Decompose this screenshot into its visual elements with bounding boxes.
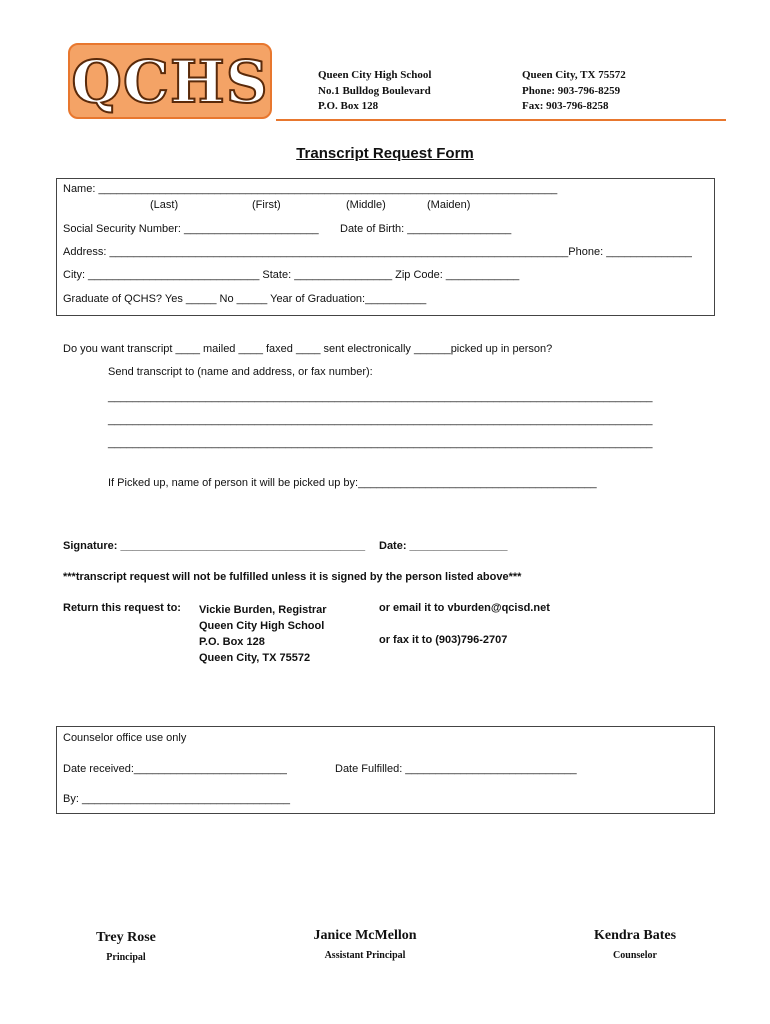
staff-assistant-principal: [295, 928, 435, 961]
counselor-heading: Counselor office use only: [63, 732, 187, 744]
return-po-box: P.O. Box 128: [199, 636, 265, 648]
school-info: [318, 68, 431, 115]
return-fax: or fax it to (903)796-2707: [379, 634, 508, 646]
send-to-line-2[interactable]: _________________________________________________________________________________________: [108, 414, 653, 426]
staff-role: Assistant Principal: [324, 950, 406, 961]
send-to-line-1[interactable]: _________________________________________________________________________________________: [108, 391, 653, 403]
return-email: or email it to vburden@qcisd.net: [379, 602, 550, 614]
staff-name: Kendra Bates: [593, 928, 677, 943]
page-title: Transcript Request Form: [296, 145, 474, 162]
graduate-field[interactable]: Graduate of QCHS? Yes _____ No _____ Year of Graduation:__________: [63, 293, 427, 305]
date-received-field[interactable]: Date received:_________________________: [63, 763, 287, 775]
staff-role: Principal: [106, 952, 146, 963]
send-to-label: Send transcript to (name and address, or fax number):: [108, 366, 373, 378]
signature-warning: ***transcript request will not be fulfilled unless it is signed by the person listed above***: [63, 571, 522, 583]
name-field[interactable]: Name: ___________________________________________________________________________: [63, 183, 558, 195]
ssn-field[interactable]: Social Security Number: ______________________: [63, 223, 319, 235]
school-logo: [68, 43, 272, 119]
school-name: Queen City High School: [318, 69, 432, 81]
send-to-line-3[interactable]: _________________________________________________________________________________________: [108, 437, 653, 449]
dob-field[interactable]: Date of Birth: _________________: [340, 223, 512, 235]
processed-by-field[interactable]: By: __________________________________: [63, 793, 290, 805]
counselor-use-box: [56, 726, 715, 814]
staff-name: Trey Rose: [96, 930, 156, 945]
name-part-first: (First): [252, 199, 281, 211]
date-fulfilled-field[interactable]: Date Fulfilled: ____________________________: [335, 763, 577, 775]
signature-field[interactable]: Signature: ________________________________________: [63, 540, 366, 552]
school-po-box: P.O. Box 128: [318, 100, 379, 112]
student-info-box: [56, 178, 715, 316]
school-phone: Phone: 903-796-8259: [522, 84, 621, 97]
return-school: Queen City High School: [199, 620, 325, 632]
name-part-middle: (Middle): [346, 199, 386, 211]
school-city: Queen City, TX 75572: [522, 69, 626, 81]
staff-principal: [66, 930, 186, 963]
delivery-method-question[interactable]: Do you want transcript ____ mailed ____ faxed ____ sent electronically ______picked up in person?: [63, 343, 553, 355]
school-contact: [522, 68, 626, 115]
staff-name: Janice McMellon: [313, 928, 417, 943]
name-part-last: (Last): [150, 199, 179, 211]
return-address: [199, 602, 327, 666]
return-label: Return this request to:: [63, 602, 181, 614]
school-fax: Fax: 903-796-8258: [522, 100, 609, 112]
staff-role: Counselor: [613, 950, 657, 961]
staff-counselor: [575, 928, 695, 961]
name-part-maiden: (Maiden): [427, 199, 471, 211]
registrar-name: Vickie Burden, Registrar: [199, 604, 327, 616]
logo-text: QCHS: [71, 48, 269, 116]
school-street: No.1 Bulldog Boulevard: [318, 84, 431, 97]
pickup-person-field[interactable]: If Picked up, name of person it will be picked up by:_______________________________________: [108, 477, 597, 489]
city-state-zip-field[interactable]: City: ____________________________ State: ________________ Zip Code: ____________: [63, 269, 520, 281]
address-phone-field[interactable]: Address: ___________________________________________________________________________Phone: ______________: [63, 246, 692, 258]
signature-date-field[interactable]: Date: ________________: [379, 540, 508, 552]
return-city: Queen City, TX 75572: [199, 652, 311, 664]
header-divider: [276, 119, 726, 121]
